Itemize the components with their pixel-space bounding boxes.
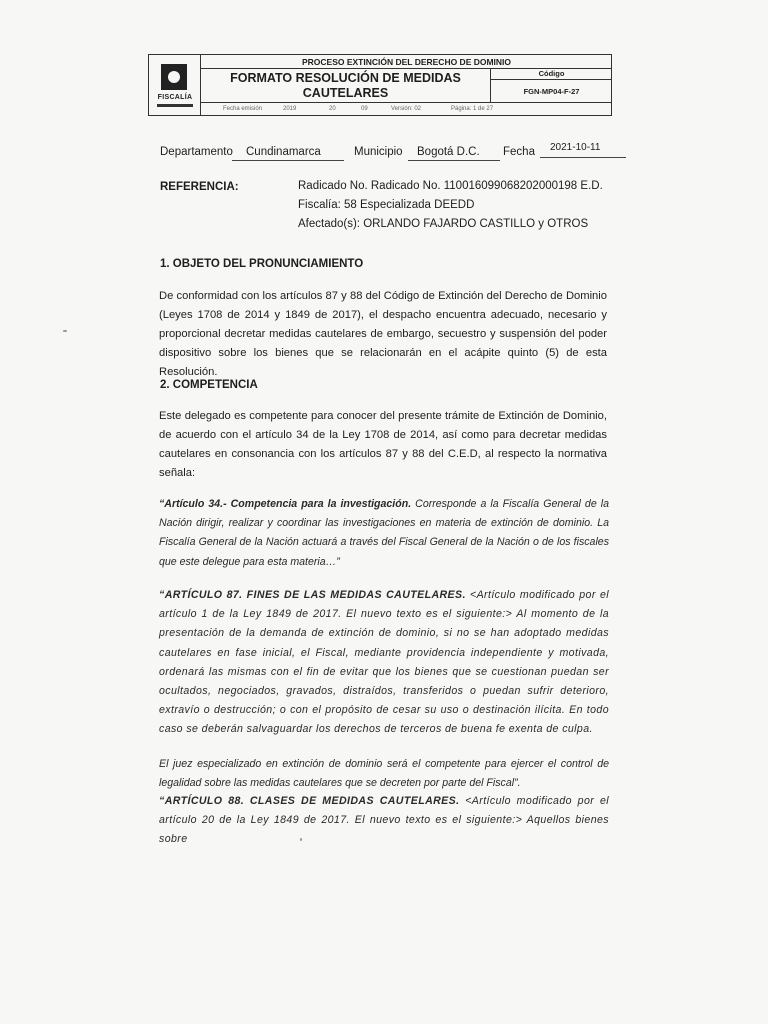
reference-radicado: Radicado No. Radicado No. 110016099068202000198 E.D.: [298, 180, 603, 192]
code-label: Código: [491, 69, 612, 80]
reference-fiscalia: Fiscalía: 58 Especializada DEEDD: [298, 199, 475, 211]
code-value: FGN-MP04-F-27: [491, 80, 612, 103]
quote-juez: El juez especializado en extinción de dominio será el competente para ejercer el control de legalidad sobre las medidas cautelares que se decreten por parte del Fiscal”.: [159, 758, 609, 790]
logo-text: FISCALÍA: [157, 94, 193, 101]
dep-underline: [232, 160, 344, 161]
process-name: PROCESO EXTINCIÓN DEL DERECHO DE DOMINIO: [201, 55, 612, 69]
meta-month: 20: [329, 106, 336, 112]
fecha-value: 2021-10-11: [550, 142, 601, 153]
meta-version: Versión: 02: [391, 106, 422, 112]
municipio-value: Bogotá D.C.: [417, 146, 480, 158]
form-title-line2: CAUTELARES: [302, 86, 389, 100]
meta-day: 09: [361, 106, 368, 112]
section1-body: De conformidad con los artículos 87 y 88 del Código de Extinción del Derecho de Dominio (Leyes 1708 de 2014 y 1849 de 2017), el despacho encuentra adecuado, necesario y proporcional decretar medidas cautelares de embargo, secuestro y suspensión del poder dispositivo sobre los bienes que se relacionarán en el acápite quinto (5) de esta Resolución.: [159, 290, 607, 378]
fecha-underline: [540, 157, 626, 158]
section2-body: Este delegado es competente para conocer del presente trámite de Extinción de Dominio, de acuerdo con el artículo 34 de la Ley 1708 de 2014, así como para decretar medidas cautelares en consonancia con los artículos 87 y 88 del C.E.D, al respecto la normativa señala:: [159, 410, 607, 479]
quote-article-87-title: “ARTÍCULO 87. FINES DE LAS MEDIDAS CAUTELARES.: [159, 589, 466, 601]
form-title-line1: FORMATO RESOLUCIÓN DE MEDIDAS: [230, 71, 461, 85]
form-header: [148, 54, 612, 116]
logo-bar: [157, 104, 193, 107]
scan-speck: [300, 838, 302, 841]
meta-row: [201, 103, 612, 115]
reference-label: REFERENCIA:: [160, 181, 239, 193]
fecha-emision-label: Fecha emisión: [223, 106, 263, 112]
quote-article-88: [159, 792, 609, 850]
quote-article-34-title: “Artículo 34.- Competencia para la investigación.: [159, 498, 412, 510]
quote-article-88-title: “ARTÍCULO 88. CLASES DE MEDIDAS CAUTELARES.: [159, 795, 460, 807]
logo-cell: [149, 55, 201, 115]
section2-heading: 2. COMPETENCIA: [160, 379, 258, 391]
meta-page: Página: 1 de 27: [451, 106, 494, 112]
quote-article-87-body: <Artículo modificado por el artículo 1 de la Ley 1849 de 2017. El nuevo texto es el siguiente:> Al momento de la presentación de la demanda de extinción de dominio, si no se han adoptado medidas cautelares en fase inicial, el Fiscal, mediante providencia independiente y motivada, ordenará las mismas con el fin de evitar que los bienes que se cuestionan puedan ser ocultados, negociados, gravados, distraídos, transferidos o puedan sufrir deterioro, extravío o destrucción; o con el propósito de cesar su uso o destinación ilícita. En todo caso se deberán salvaguardar los derechos de terceros de buena fe exenta de culpa.: [159, 589, 609, 736]
meta-year: 2019: [283, 106, 297, 112]
mun-underline: [408, 160, 500, 161]
fiscalia-logo-icon: [161, 64, 187, 90]
municipio-label: Municipio: [354, 146, 403, 158]
departamento-label: Departamento: [160, 146, 233, 158]
quote-article-34-body: Corresponde a la Fiscalía General de la Nación dirigir, realizar y coordinar las investigaciones en materia de extinción de dominio. La Fiscalía General de la Nación actuará a través del Fiscal General de la Nación o de los fiscales que este delegue para esta materia…”: [159, 498, 609, 568]
quote-article-87: [159, 586, 609, 740]
form-title: [201, 69, 491, 103]
quote-article-88-body: <Artículo modificado por el artículo 20 de la Ley 1849 de 2017. El nuevo texto es el siguiente:> Aquellos bienes sobre: [159, 795, 609, 846]
fecha-label: Fecha: [503, 146, 535, 158]
scan-speck: [63, 330, 67, 332]
departamento-value: Cundinamarca: [246, 146, 321, 158]
quote-article-34: [159, 495, 609, 572]
reference-afectado: Afectado(s): ORLANDO FAJARDO CASTILLO y OTROS: [298, 218, 589, 230]
section1-heading: 1. OBJETO DEL PRONUNCIAMIENTO: [160, 258, 364, 270]
